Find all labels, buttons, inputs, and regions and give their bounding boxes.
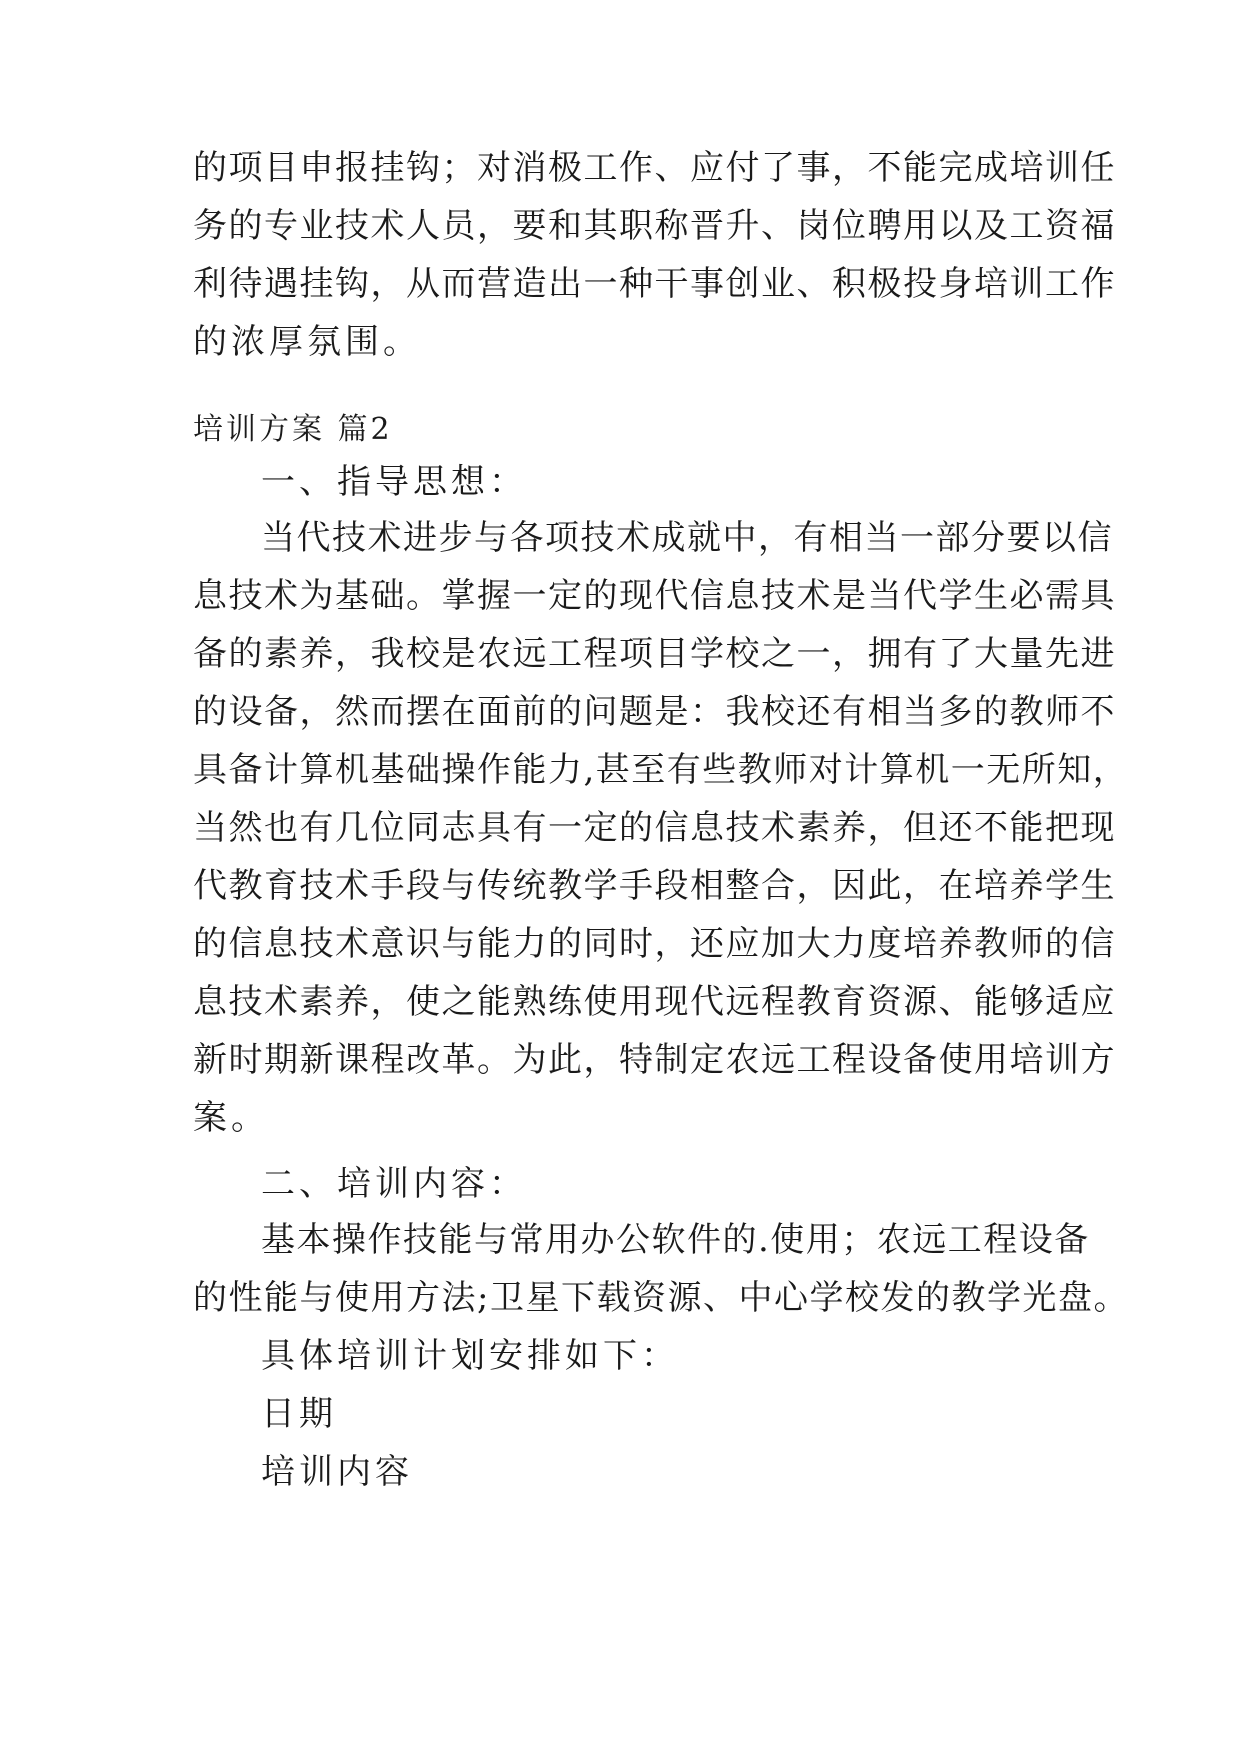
paragraph-1-line-4: 的设备，然而摆在面前的问题是：我校还有相当多的教师不 <box>193 692 1116 732</box>
table-header-content: 培训内容 <box>261 1452 413 1492</box>
paragraph-1-line-1: 当代技术进步与各项技术成就中，有相当一部分要以信 <box>261 518 1113 558</box>
paragraph-2-line-2: 的性能与使用方法;卫星下载资源、中心学校发的教学光盘。 <box>193 1278 1129 1318</box>
paragraph-1-line-5: 具备计算机基础操作能力,甚至有些教师对计算机一无所知， <box>193 750 1129 790</box>
paragraph-1-line-6: 当然也有几位同志具有一定的信息技术素养，但还不能把现 <box>193 808 1116 848</box>
paragraph-1-line-7: 代教育技术手段与传统教学手段相整合，因此，在培养学生 <box>193 866 1116 906</box>
section-title: 培训方案 篇2 <box>193 412 393 447</box>
paragraph-1-line-8: 的信息技术意识与能力的同时，还应加大力度培养教师的信 <box>193 924 1116 964</box>
paragraph-1-line-2: 息技术为基础。掌握一定的现代信息技术是当代学生必需具 <box>193 576 1116 616</box>
paragraph-top-line-1: 的项目申报挂钩；对消极工作、应付了事，不能完成培训任 <box>193 148 1116 188</box>
heading-training-content: 二、培训内容： <box>261 1164 527 1204</box>
table-header-date: 日期 <box>261 1394 337 1434</box>
paragraph-top-line-2: 务的专业技术人员，要和其职称晋升、岗位聘用以及工资福 <box>193 206 1116 246</box>
paragraph-1-line-10: 新时期新课程改革。为此，特制定农远工程设备使用培训方 <box>193 1040 1116 1080</box>
paragraph-1-line-3: 备的素养，我校是农远工程项目学校之一，拥有了大量先进 <box>193 634 1116 674</box>
plan-intro: 具体培训计划安排如下： <box>261 1336 679 1376</box>
heading-guiding-ideology: 一、指导思想： <box>261 462 527 502</box>
paragraph-1-line-9: 息技术素养，使之能熟练使用现代远程教育资源、能够适应 <box>193 982 1116 1022</box>
paragraph-top-line-3: 利待遇挂钩，从而营造出一种干事创业、积极投身培训工作 <box>193 264 1116 304</box>
paragraph-2-line-1: 基本操作技能与常用办公软件的.使用；农远工程设备 <box>261 1220 1090 1260</box>
paragraph-top-line-4: 的浓厚氛围。 <box>193 322 421 362</box>
paragraph-1-line-11: 案。 <box>193 1098 269 1138</box>
